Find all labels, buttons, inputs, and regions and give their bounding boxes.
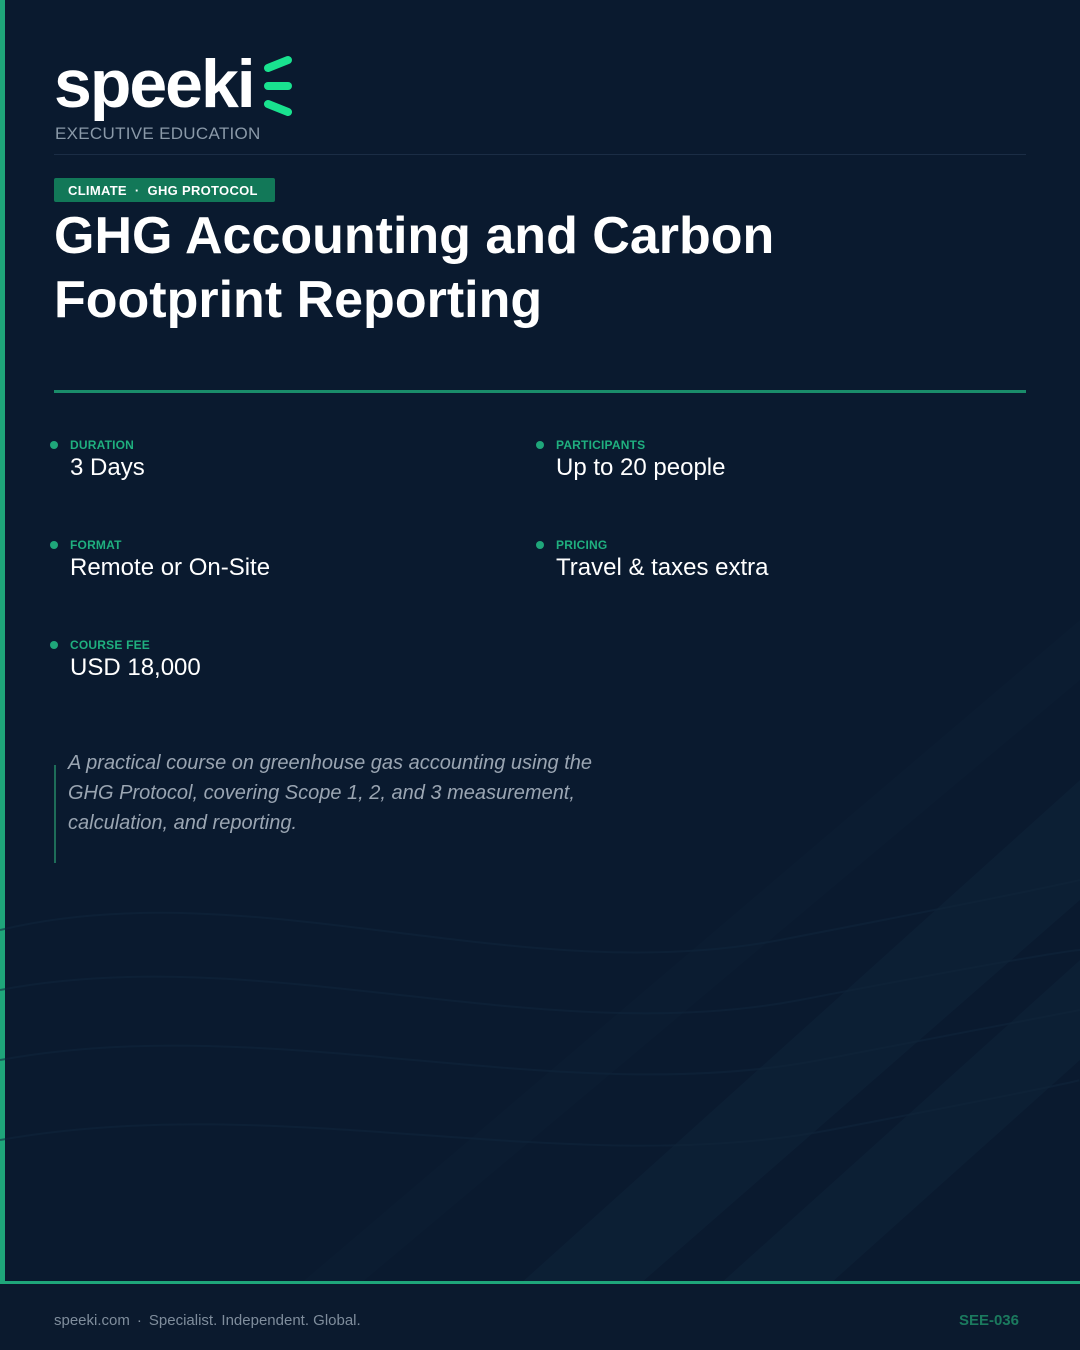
fact-participants [556, 438, 725, 482]
speeki-logo [54, 48, 294, 120]
fact-value: Up to 20 people [556, 454, 726, 481]
footer-tagline: Specialist. Independent. Global. [148, 1312, 361, 1329]
bullet-dot-icon [50, 641, 58, 649]
fact-value: 3 Days [70, 454, 145, 481]
title-line-2: Footprint Reporting [54, 271, 543, 329]
footer-site-link[interactable]: speeki.com [54, 1312, 130, 1329]
bullet-dot-icon [536, 441, 544, 449]
course-description [54, 752, 616, 863]
course-code: SEE-036 [958, 1312, 1019, 1329]
footer-info [54, 1312, 361, 1329]
bullet-dot-icon [536, 541, 544, 549]
description-text: A practical course on greenhouse gas accounting using the GHG Protocol, covering Scope 1, 2, and 3 measurement, calculation, and reporting. [68, 752, 593, 834]
fact-label: DURATION [70, 438, 135, 452]
fact-value: Remote or On-Site [70, 554, 271, 581]
fact-format [70, 538, 270, 582]
fact-duration [70, 438, 145, 482]
title-divider [54, 390, 1026, 393]
logo-wordmark: speeki [54, 46, 254, 122]
category-tag [54, 178, 275, 202]
fact-label: COURSE FEE [70, 638, 151, 652]
fact-pricing [556, 538, 769, 582]
brand-subtitle: EXECUTIVE EDUCATION [55, 124, 261, 143]
fact-value: Travel & taxes extra [556, 554, 769, 581]
fact-value: USD 18,000 [70, 654, 201, 681]
fact-label: PARTICIPANTS [556, 438, 646, 452]
course-title [54, 204, 1014, 332]
tag-separator: · [134, 182, 140, 198]
fact-course-fee [70, 638, 201, 682]
title-line-1: GHG Accounting and Carbon [54, 207, 775, 265]
fact-label: PRICING [556, 538, 608, 552]
logo-mark-icon [260, 54, 294, 116]
header-divider [54, 154, 1026, 155]
bullet-dot-icon [50, 441, 58, 449]
footer-separator: · [136, 1312, 142, 1329]
footer [0, 1284, 1080, 1350]
fact-label: FORMAT [70, 538, 122, 552]
tag-climate: CLIMATE [68, 182, 127, 198]
bullet-dot-icon [50, 541, 58, 549]
tag-ghg-protocol: GHG PROTOCOL [147, 182, 258, 198]
